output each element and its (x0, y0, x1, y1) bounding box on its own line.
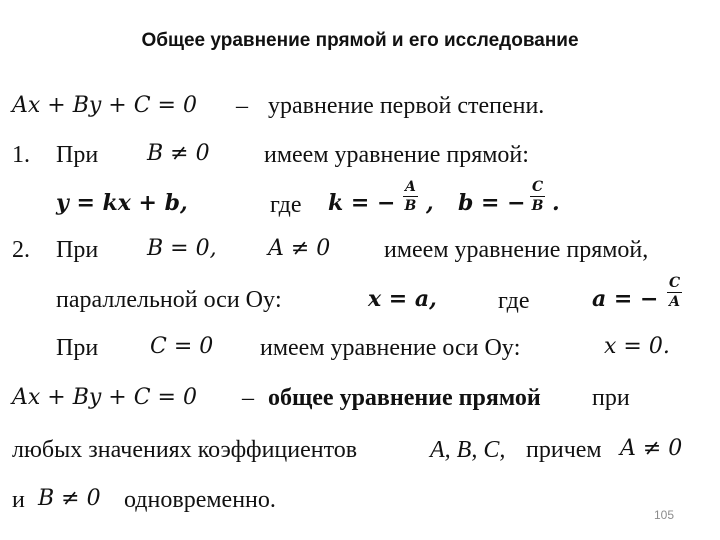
k-lhs: k = − (328, 190, 396, 216)
case1-condition: B ≠ 0 (147, 141, 210, 166)
b-period: . (552, 190, 560, 216)
k-denominator: B (404, 198, 417, 214)
case2-condition-c: C = 0 (150, 334, 214, 359)
k-comma: , (426, 190, 434, 216)
case2-text: имеем уравнение прямой, (384, 237, 649, 263)
first-degree-text: уравнение первой степени. (268, 93, 545, 119)
condition-b-nonzero: B ≠ 0 (38, 486, 101, 511)
case2-when: При (56, 237, 99, 263)
case2-when-c: При (56, 335, 99, 361)
b-lhs: b = − (458, 190, 526, 216)
a-numerator: C (669, 275, 681, 291)
case2-condition-a: A ≠ 0 (268, 236, 331, 261)
a-lhs: a = − (592, 286, 659, 312)
a-fraction (667, 276, 682, 309)
slide-title: Общее уравнение прямой и его исследование (141, 30, 579, 51)
k-numerator: A (405, 179, 416, 195)
case2-equation: x = a, (368, 286, 437, 312)
simultaneously-text: одновременно. (124, 487, 276, 513)
k-fraction (403, 180, 418, 213)
general-rest: при (592, 385, 630, 411)
case1-text: имеем уравнение прямой: (264, 142, 529, 168)
case2-equation-axis: x = 0. (604, 334, 670, 359)
case2-where: где (498, 288, 530, 314)
coefficients-list: A, B, C, (430, 437, 506, 463)
dash-2: – (242, 385, 254, 411)
b-denominator: B (531, 198, 544, 214)
case2-condition-b: B = 0, (147, 236, 217, 261)
a-denominator: A (669, 294, 681, 310)
case1-equation: y = kx + b, (56, 190, 188, 216)
general-equation-bold: общее уравнение прямой (268, 385, 541, 411)
b-numerator: C (532, 179, 544, 195)
coefficients-text: любых значениях коэффициентов (12, 437, 358, 463)
case2-number: 2. (12, 237, 30, 263)
page-number: 105 (654, 508, 675, 522)
dash-1: – (236, 93, 248, 119)
formula-general-2: Ax + By + C = 0 (12, 385, 197, 410)
case2-text-axis: имеем уравнение оси Oy: (260, 335, 521, 361)
case1-number: 1. (12, 142, 30, 168)
case1-when: При (56, 142, 99, 168)
parallel-text: параллельной оси Oy: (56, 287, 282, 313)
condition-a-nonzero: A ≠ 0 (620, 436, 683, 461)
formula-general-1: Ax + By + C = 0 (12, 93, 197, 118)
and-text: и (12, 487, 25, 513)
b-fraction (530, 180, 545, 213)
such-text: причем (526, 437, 602, 463)
case1-where: где (270, 192, 302, 218)
